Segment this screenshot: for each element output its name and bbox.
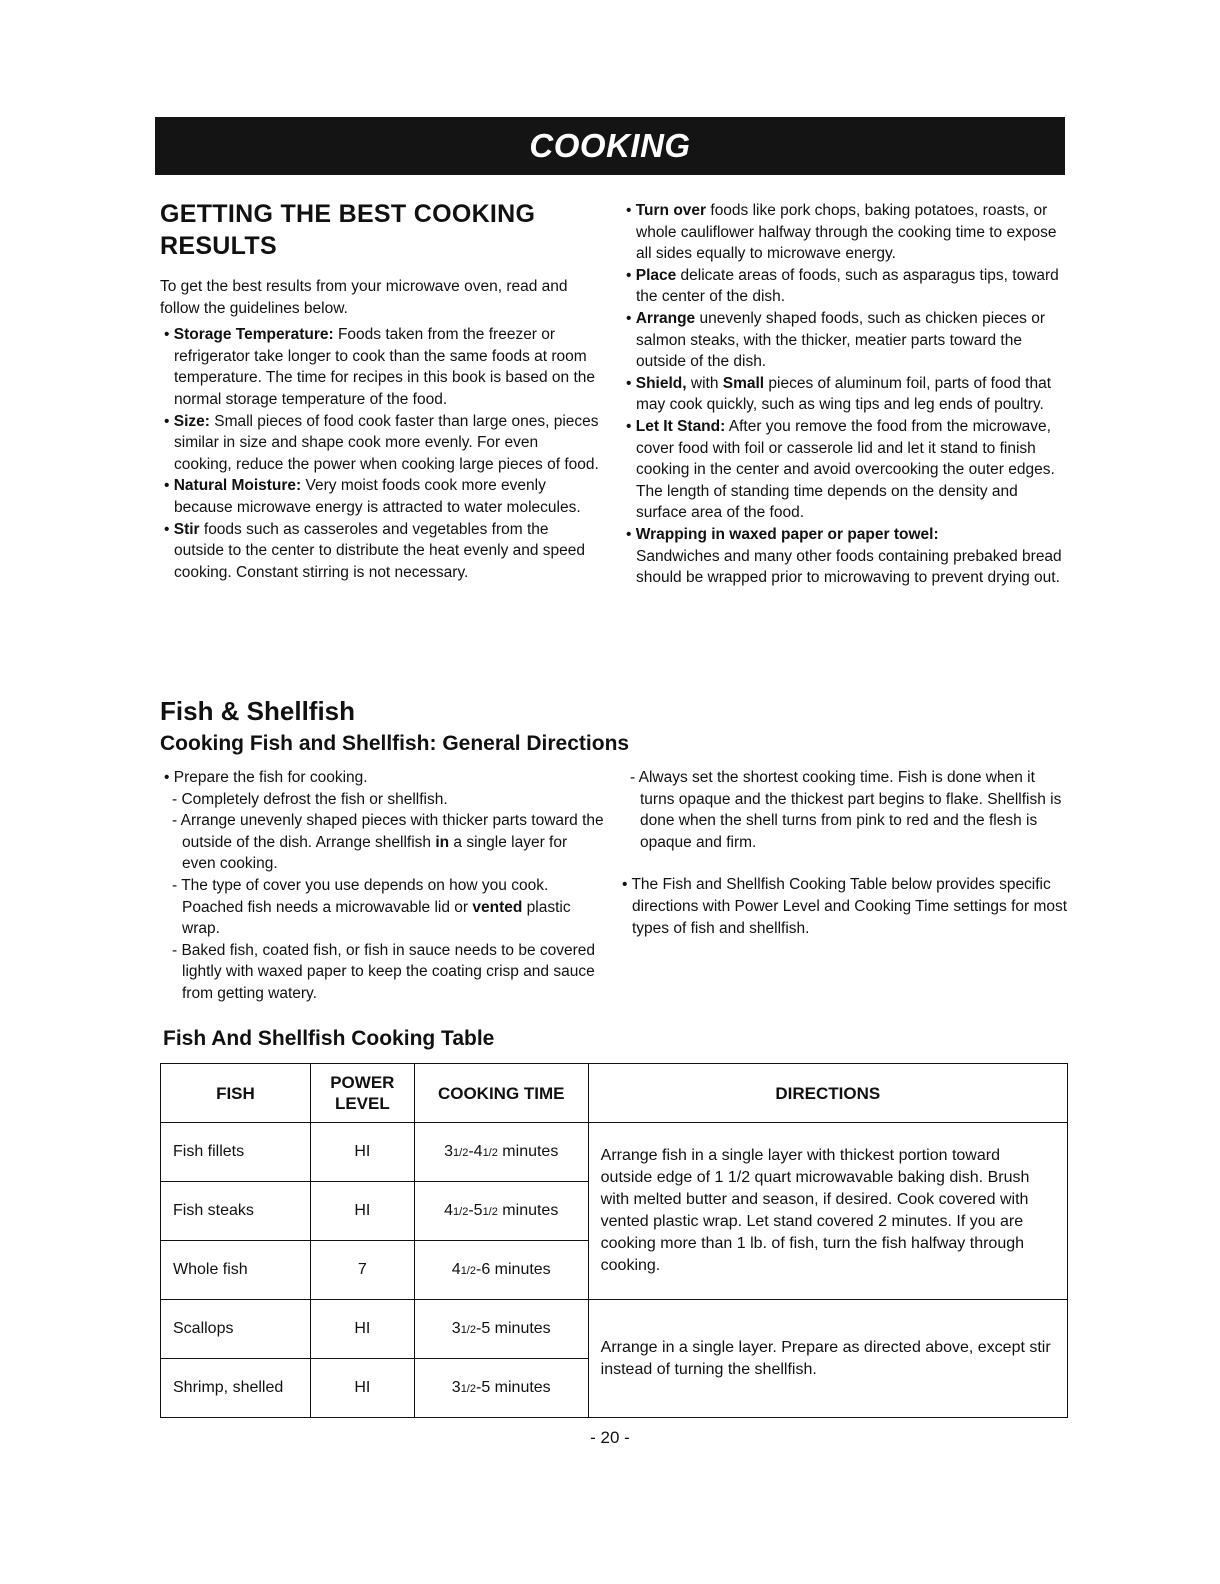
cell-power: HI [310,1123,414,1182]
cell-time: 31/2-5 minutes [414,1300,588,1359]
tip-shield: • Shield, with Small pieces of aluminum foil, parts of food that may cook quickly, such as wing tips and leg ends of poultry. [626,374,1052,414]
section-banner: COOKING [155,117,1065,175]
tip-arrange: • Arrange unevenly shaped foods, such as chicken pieces or salmon steaks, with the thicker, meatier parts toward the outside of the dish. [626,309,1045,371]
page-number: - 20 - [590,1428,630,1447]
tip-size: • Size: Small pieces of food cook faster than large ones, pieces similar in size and shape cook more evenly. For even cooking, reduce the power when cooking large pieces of food. [164,412,599,473]
header-power-level: POWER LEVEL [310,1064,414,1123]
cell-time: 41/2-51/2 minutes [414,1182,588,1241]
fish-directions-right-column [618,767,1068,939]
fish-step-cover: - The type of cover you use depends on how you cook. Poached fish needs a microwavable lid or vented plastic wrap. [172,876,571,938]
cell-fish: Fish steaks [161,1182,311,1241]
tip-place: • Place delicate areas of foods, such as asparagus tips, toward the center of the dish. [626,266,1059,306]
fish-section-title: Fish & Shellfish [160,696,356,726]
tip-wrapping: • Wrapping in waxed paper or paper towel: Sandwiches and many other foods containing prebaked bread should be wrapped prior to microwaving to prevent drying out. [626,525,1062,587]
cell-time: 31/2-41/2 minutes [414,1123,588,1182]
table-header-row [161,1064,1068,1123]
cell-fish: Fish fillets [161,1123,311,1182]
cell-directions-shellfish: Arrange in a single layer. Prepare as directed above, except stir instead of turning the shellfish. [588,1300,1067,1418]
fish-step-arrange: - Arrange unevenly shaped pieces with thicker parts toward the outside of the dish. Arrange shellfish in a single layer for even cooking. [172,812,604,873]
best-results-heading: GETTING THE BEST COOKING RESULTS [160,200,536,260]
cell-directions-fish: Arrange fish in a single layer with thickest portion toward outside edge of 1 1/2 quart microwavable baking dish. Brush with melted butter and season, if desired. Cook covered with vented plastic wrap. Let stand covered 2 minutes. If you are cooking more than 1 lb. of fish, turn the fish halfway through cooking. [588,1123,1067,1300]
cooking-table-title: Fish And Shellfish Cooking Table [163,1027,495,1050]
table-row [161,1300,1068,1359]
fish-cooking-table [160,1063,1068,1418]
cell-power: HI [310,1300,414,1359]
fish-prepare: • Prepare the fish for cooking. [164,769,368,786]
tip-natural-moisture: • Natural Moisture: Very moist foods cook more evenly because microwave energy is attracted to water molecules. [164,477,581,516]
table-row [161,1123,1068,1182]
best-results-intro: To get the best results from your microwave oven, read and follow the guidelines below. [160,278,568,317]
tip-let-it-stand: • Let It Stand: After you remove the food from the microwave, cover food with foil or casserole lid and let it stand to finish cooking in the center and avoid overcooking the outer edges. The length of standing time depends on the density and surface area of the food. [626,417,1055,522]
best-results-right-column [622,200,1068,589]
cell-power: HI [310,1182,414,1241]
fish-step-cooking-time: - Always set the shortest cooking time. Fish is done when it turns opaque and the thickest part begins to flake. Shellfish is done when the shell turns from pink to red and the flesh is opaque and firm. [630,769,1062,851]
best-results-left-column [160,198,600,583]
fish-step-baked: - Baked fish, coated fish, or fish in sauce needs to be covered lightly with waxed paper to keep the coating crisp and sauce from getting watery. [172,941,596,1002]
fish-general-directions-title: Cooking Fish and Shellfish: General Directions [160,732,630,755]
fish-table-note: • The Fish and Shellfish Cooking Table below provides specific directions with Power Level and Cooking Time settings for most types of fish and shellfish. [622,876,1068,937]
cell-fish: Shrimp, shelled [161,1359,311,1418]
fish-directions-left-column [160,767,605,1005]
cell-power: 7 [310,1241,414,1300]
cell-power: HI [310,1359,414,1418]
header-fish: FISH [161,1064,311,1123]
cell-fish: Whole fish [161,1241,311,1300]
tip-turn-over: • Turn over foods like pork chops, baking potatoes, roasts, or whole cauliflower halfway through the cooking time to expose all sides equally to microwave energy. [626,202,1057,263]
cell-time: 31/2-5 minutes [414,1359,588,1418]
tip-stir: • Stir foods such as casseroles and vegetables from the outside to the center to distribute the heat evenly and speed cooking. Constant stirring is not necessary. [164,520,586,581]
header-directions: DIRECTIONS [588,1064,1067,1123]
tip-storage-temperature: • Storage Temperature: Foods taken from the freezer or refrigerator take longer to cook than the same foods at room temperature. The time for recipes in this book is based on the normal storage temperature of the food. [164,326,596,408]
header-cooking-time: COOKING TIME [414,1064,588,1123]
cell-fish: Scallops [161,1300,311,1359]
cell-time: 41/2-6 minutes [414,1241,588,1300]
fish-step-defrost: - Completely defrost the fish or shellfish. [172,790,448,808]
